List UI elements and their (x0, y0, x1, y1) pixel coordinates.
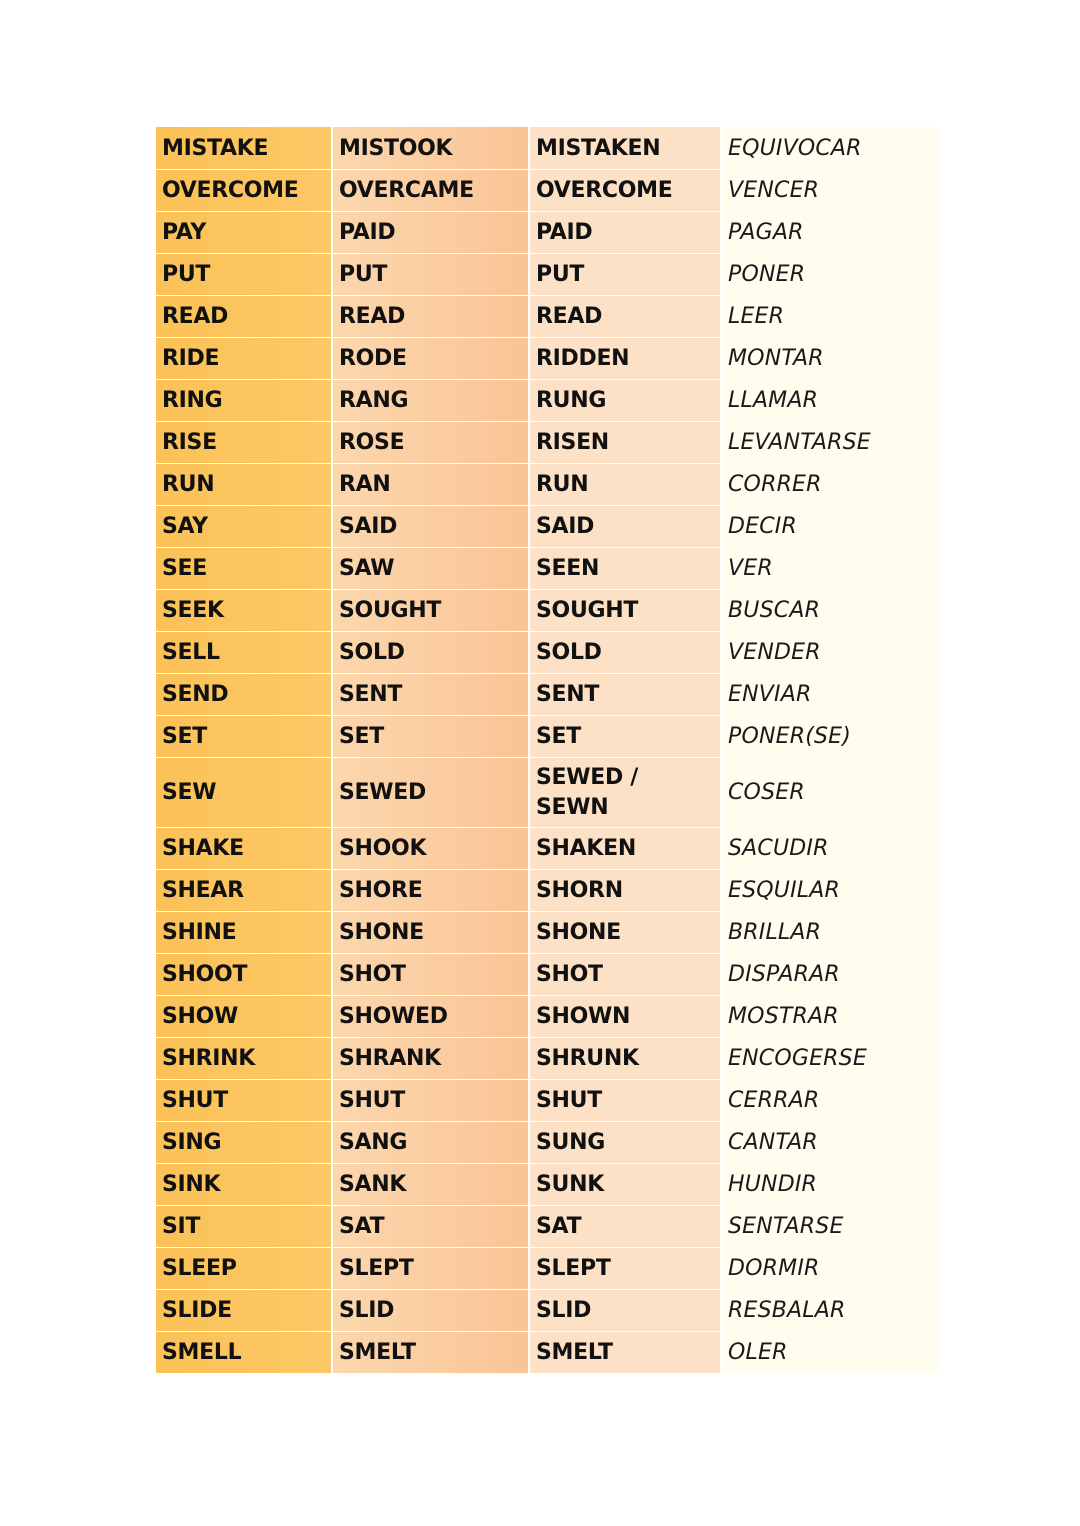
verb-spanish-cell: PONER (721, 254, 938, 296)
verb-past-cell: MISTOOK (332, 127, 529, 170)
verb-base-cell: SMELL (156, 1332, 332, 1374)
verb-spanish-cell: BUSCAR (721, 590, 938, 632)
verb-row (156, 912, 938, 954)
verb-past-cell: SAID (332, 506, 529, 548)
verb-past-cell: SENT (332, 674, 529, 716)
verb-row (156, 954, 938, 996)
verb-participle-cell: SOLD (529, 632, 721, 674)
verb-participle-cell: SET (529, 716, 721, 758)
verb-row (156, 590, 938, 632)
verb-past-cell: SHONE (332, 912, 529, 954)
verb-base-cell: SEE (156, 548, 332, 590)
verb-row (156, 828, 938, 870)
verb-spanish-cell: SENTARSE (721, 1206, 938, 1248)
verb-row (156, 1164, 938, 1206)
verb-participle-cell: PAID (529, 212, 721, 254)
verb-row (156, 548, 938, 590)
verb-row (156, 870, 938, 912)
verb-past-cell: OVERCAME (332, 170, 529, 212)
verb-past-cell: SAW (332, 548, 529, 590)
verb-past-cell: READ (332, 296, 529, 338)
verb-past-cell: SHOOK (332, 828, 529, 870)
verb-spanish-cell: LEER (721, 296, 938, 338)
verb-spanish-cell: CORRER (721, 464, 938, 506)
verb-past-cell: ROSE (332, 422, 529, 464)
verb-base-cell: SINK (156, 1164, 332, 1206)
verb-spanish-cell: HUNDIR (721, 1164, 938, 1206)
irregular-verbs-table (156, 127, 938, 1373)
verb-participle-cell: RUN (529, 464, 721, 506)
verb-base-cell: SLEEP (156, 1248, 332, 1290)
verb-spanish-cell: VENCER (721, 170, 938, 212)
verb-base-cell: SHOW (156, 996, 332, 1038)
verb-past-cell: SHOT (332, 954, 529, 996)
verb-base-cell: READ (156, 296, 332, 338)
verb-row (156, 716, 938, 758)
verb-row (156, 296, 938, 338)
verb-row (156, 422, 938, 464)
verb-participle-cell: MISTAKEN (529, 127, 721, 170)
verb-past-cell: SANG (332, 1122, 529, 1164)
verb-past-cell: SLEPT (332, 1248, 529, 1290)
verb-participle-cell: RISEN (529, 422, 721, 464)
verb-base-cell: SEW (156, 758, 332, 828)
verb-spanish-cell: ESQUILAR (721, 870, 938, 912)
verb-row (156, 758, 938, 828)
verb-row (156, 996, 938, 1038)
verb-past-cell: SEWED (332, 758, 529, 828)
verb-participle-cell: OVERCOME (529, 170, 721, 212)
verb-participle-cell: SMELT (529, 1332, 721, 1374)
verb-spanish-cell: DISPARAR (721, 954, 938, 996)
verb-base-cell: OVERCOME (156, 170, 332, 212)
verb-base-cell: MISTAKE (156, 127, 332, 170)
verb-participle-cell: SHRUNK (529, 1038, 721, 1080)
verb-participle-cell: SUNG (529, 1122, 721, 1164)
verb-participle-cell: SLID (529, 1290, 721, 1332)
verb-participle-cell: SLEPT (529, 1248, 721, 1290)
verb-past-cell: RODE (332, 338, 529, 380)
verb-spanish-cell: LLAMAR (721, 380, 938, 422)
verb-row (156, 212, 938, 254)
verb-past-cell: SET (332, 716, 529, 758)
verb-base-cell: SAY (156, 506, 332, 548)
verb-participle-cell: SENT (529, 674, 721, 716)
verb-base-cell: RISE (156, 422, 332, 464)
verb-row (156, 632, 938, 674)
verb-participle-cell: PUT (529, 254, 721, 296)
verb-base-cell: SING (156, 1122, 332, 1164)
verb-spanish-cell: LEVANTARSE (721, 422, 938, 464)
verb-spanish-cell: PONER(SE) (721, 716, 938, 758)
verb-spanish-cell: OLER (721, 1332, 938, 1374)
verb-participle-cell: SAT (529, 1206, 721, 1248)
verb-row (156, 1332, 938, 1374)
verb-participle-cell: SHUT (529, 1080, 721, 1122)
verb-participle-cell: READ (529, 296, 721, 338)
verb-participle-cell: SHONE (529, 912, 721, 954)
verb-base-cell: SLIDE (156, 1290, 332, 1332)
verb-past-cell: SOLD (332, 632, 529, 674)
verb-base-cell: RING (156, 380, 332, 422)
verb-participle-cell: SHOT (529, 954, 721, 996)
verb-row (156, 170, 938, 212)
verb-spanish-cell: CANTAR (721, 1122, 938, 1164)
verb-row (156, 506, 938, 548)
verb-base-cell: SIT (156, 1206, 332, 1248)
verb-past-cell: SHORE (332, 870, 529, 912)
verb-base-cell: SELL (156, 632, 332, 674)
verb-base-cell: SET (156, 716, 332, 758)
verb-participle-cell: SUNK (529, 1164, 721, 1206)
verb-past-cell: RANG (332, 380, 529, 422)
verb-participle-cell: SEEN (529, 548, 721, 590)
verb-row (156, 1206, 938, 1248)
verb-base-cell: SEND (156, 674, 332, 716)
verb-rows (156, 127, 938, 1373)
verb-base-cell: SEEK (156, 590, 332, 632)
verb-past-cell: RAN (332, 464, 529, 506)
verb-spanish-cell: DECIR (721, 506, 938, 548)
verb-past-cell: PAID (332, 212, 529, 254)
verb-past-cell: SMELT (332, 1332, 529, 1374)
verb-past-cell: SOUGHT (332, 590, 529, 632)
verb-row (156, 1290, 938, 1332)
verb-spanish-cell: PAGAR (721, 212, 938, 254)
verb-base-cell: SHAKE (156, 828, 332, 870)
verb-base-cell: RIDE (156, 338, 332, 380)
verb-spanish-cell: MOSTRAR (721, 996, 938, 1038)
verb-participle-cell: SEWED / SEWN (529, 758, 721, 828)
verb-past-cell: SHOWED (332, 996, 529, 1038)
verb-spanish-cell: ENCOGERSE (721, 1038, 938, 1080)
verb-row (156, 127, 938, 170)
verb-base-cell: RUN (156, 464, 332, 506)
verb-base-cell: PAY (156, 212, 332, 254)
verb-row (156, 1080, 938, 1122)
verb-base-cell: SHOOT (156, 954, 332, 996)
verb-past-cell: SANK (332, 1164, 529, 1206)
verb-row (156, 1248, 938, 1290)
verb-base-cell: SHUT (156, 1080, 332, 1122)
verb-base-cell: SHEAR (156, 870, 332, 912)
verb-base-cell: SHINE (156, 912, 332, 954)
verb-row (156, 674, 938, 716)
verb-row (156, 1038, 938, 1080)
verb-row (156, 1122, 938, 1164)
verb-spanish-cell: VENDER (721, 632, 938, 674)
verb-base-cell: PUT (156, 254, 332, 296)
verb-participle-cell: SHORN (529, 870, 721, 912)
verb-base-cell: SHRINK (156, 1038, 332, 1080)
verb-spanish-cell: VER (721, 548, 938, 590)
verb-row (156, 254, 938, 296)
verb-spanish-cell: ENVIAR (721, 674, 938, 716)
verb-participle-cell: SOUGHT (529, 590, 721, 632)
verb-past-cell: SHRANK (332, 1038, 529, 1080)
verb-past-cell: SAT (332, 1206, 529, 1248)
verb-past-cell: SHUT (332, 1080, 529, 1122)
verb-past-cell: SLID (332, 1290, 529, 1332)
verb-participle-cell: SHAKEN (529, 828, 721, 870)
verb-spanish-cell: CERRAR (721, 1080, 938, 1122)
verb-past-cell: PUT (332, 254, 529, 296)
verb-spanish-cell: MONTAR (721, 338, 938, 380)
verb-row (156, 464, 938, 506)
verb-participle-cell: SAID (529, 506, 721, 548)
verb-row (156, 338, 938, 380)
verb-spanish-cell: SACUDIR (721, 828, 938, 870)
verb-participle-cell: RIDDEN (529, 338, 721, 380)
verb-participle-cell: SHOWN (529, 996, 721, 1038)
verb-row (156, 380, 938, 422)
verb-spanish-cell: COSER (721, 758, 938, 828)
verb-spanish-cell: RESBALAR (721, 1290, 938, 1332)
verb-spanish-cell: DORMIR (721, 1248, 938, 1290)
verb-spanish-cell: EQUIVOCAR (721, 127, 938, 170)
verb-spanish-cell: BRILLAR (721, 912, 938, 954)
verb-participle-cell: RUNG (529, 380, 721, 422)
